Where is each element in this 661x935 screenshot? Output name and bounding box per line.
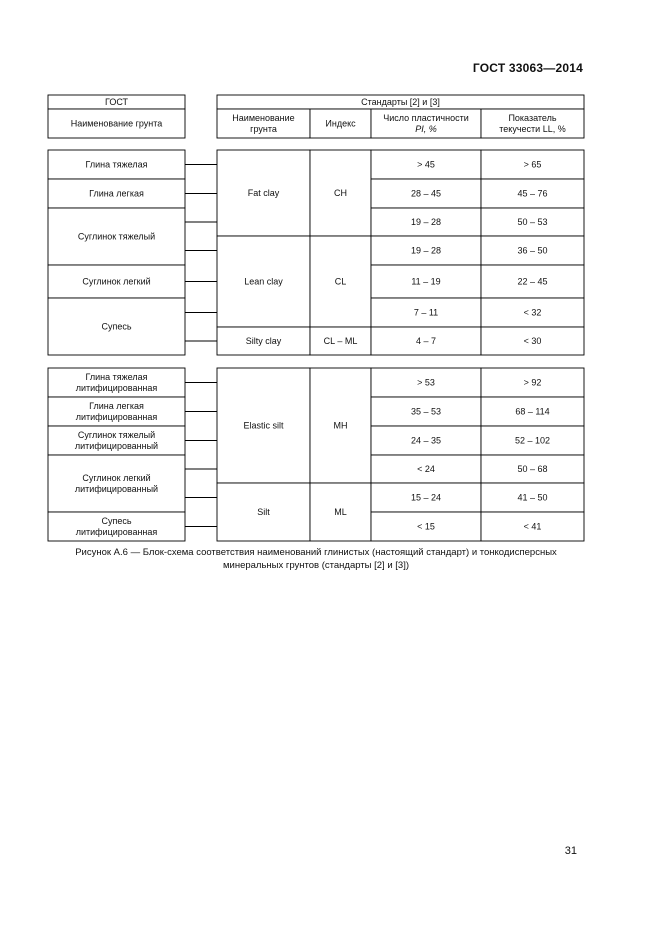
pi-value: > 45 — [417, 159, 435, 170]
header-standards: Стандарты [2] и [3] — [361, 97, 440, 107]
std-name: Fat clay — [247, 188, 280, 198]
ll-value: 52 – 102 — [514, 435, 551, 446]
ll-value: 36 – 50 — [517, 245, 548, 256]
std-name: Elastic silt — [243, 420, 284, 431]
ll-value: > 65 — [523, 159, 542, 170]
gost-soil-name: литифицированная — [75, 383, 158, 393]
ll-value: < 30 — [523, 336, 542, 346]
pi-value: 19 – 28 — [410, 217, 442, 227]
std-name: Silt — [257, 507, 270, 517]
header-plasticity: Число пластичности — [383, 113, 469, 123]
ll-value: 68 – 114 — [515, 406, 550, 417]
gost-soil-name: Суглинок тяжелый — [77, 231, 156, 242]
ll-value: 50 – 68 — [517, 464, 548, 474]
pi-value: 35 – 53 — [410, 406, 442, 417]
header-liquidity: Показатель — [508, 113, 557, 123]
ll-value: 50 – 53 — [517, 217, 548, 227]
ll-value: 41 – 50 — [517, 492, 548, 503]
ll-value: > 92 — [523, 377, 542, 388]
pi-value: 7 – 11 — [413, 307, 439, 318]
pi-value: 4 – 7 — [415, 336, 437, 346]
header-plasticity: PI, % — [415, 124, 437, 134]
std-index: ML — [334, 507, 347, 517]
std-index: CH — [334, 188, 347, 198]
header-std-name: грунта — [250, 124, 277, 134]
gost-soil-name: литифицированная — [75, 527, 158, 537]
pi-value: < 15 — [417, 521, 435, 532]
gost-soil-name: Супесь — [101, 321, 132, 332]
header-std-name: Наименование — [232, 113, 295, 123]
gost-soil-name: литифицированная — [75, 412, 158, 422]
ll-value: 22 – 45 — [517, 276, 548, 287]
pi-value: 19 – 28 — [410, 245, 442, 256]
header-gost: ГОСТ — [104, 97, 129, 107]
gost-soil-name: Суглинок легкий — [82, 473, 151, 483]
ll-value: 45 – 76 — [517, 188, 548, 199]
ll-value: < 41 — [523, 521, 542, 532]
std-index: MH — [333, 420, 348, 431]
gost-soil-name: литифицированный — [74, 484, 159, 494]
gost-soil-name: Глина тяжелая — [85, 159, 148, 170]
std-index: CL – ML — [323, 336, 358, 346]
figure-caption: Рисунок А.6 — Блок-схема соответствия наименований глинистых (настоящий стандарт) и тонкодисперсных минеральных грунтов (стандарты [2] и [3]) — [75, 547, 557, 571]
pi-value: < 24 — [417, 464, 435, 474]
gost-soil-name: Суглинок тяжелый — [77, 430, 156, 440]
gost-soil-name: литифицированный — [74, 441, 159, 451]
gost-soil-name: Супесь — [101, 516, 132, 526]
ll-value: < 32 — [523, 307, 542, 318]
pi-value: 11 – 19 — [411, 276, 441, 287]
std-index: CL — [334, 276, 347, 287]
pi-value: 28 – 45 — [410, 188, 442, 199]
pi-value: > 53 — [417, 377, 435, 388]
gost-soil-name: Глина легкая — [89, 401, 144, 411]
pi-value: 15 – 24 — [410, 492, 442, 503]
pi-value: 24 – 35 — [410, 435, 442, 446]
gost-soil-name: Глина тяжелая — [85, 372, 148, 382]
page-number: 31 — [564, 845, 577, 857]
gost-soil-name: Суглинок легкий — [82, 276, 151, 287]
std-name: Lean clay — [244, 276, 283, 287]
document-number: ГОСТ 33063—2014 — [472, 61, 583, 75]
header-std-index: Индекс — [325, 118, 356, 129]
header-soil-name: Наименование грунта — [70, 118, 163, 129]
header-liquidity: текучести LL, % — [499, 124, 566, 134]
std-name: Silty clay — [245, 336, 282, 346]
gost-soil-name: Глина легкая — [89, 188, 144, 199]
